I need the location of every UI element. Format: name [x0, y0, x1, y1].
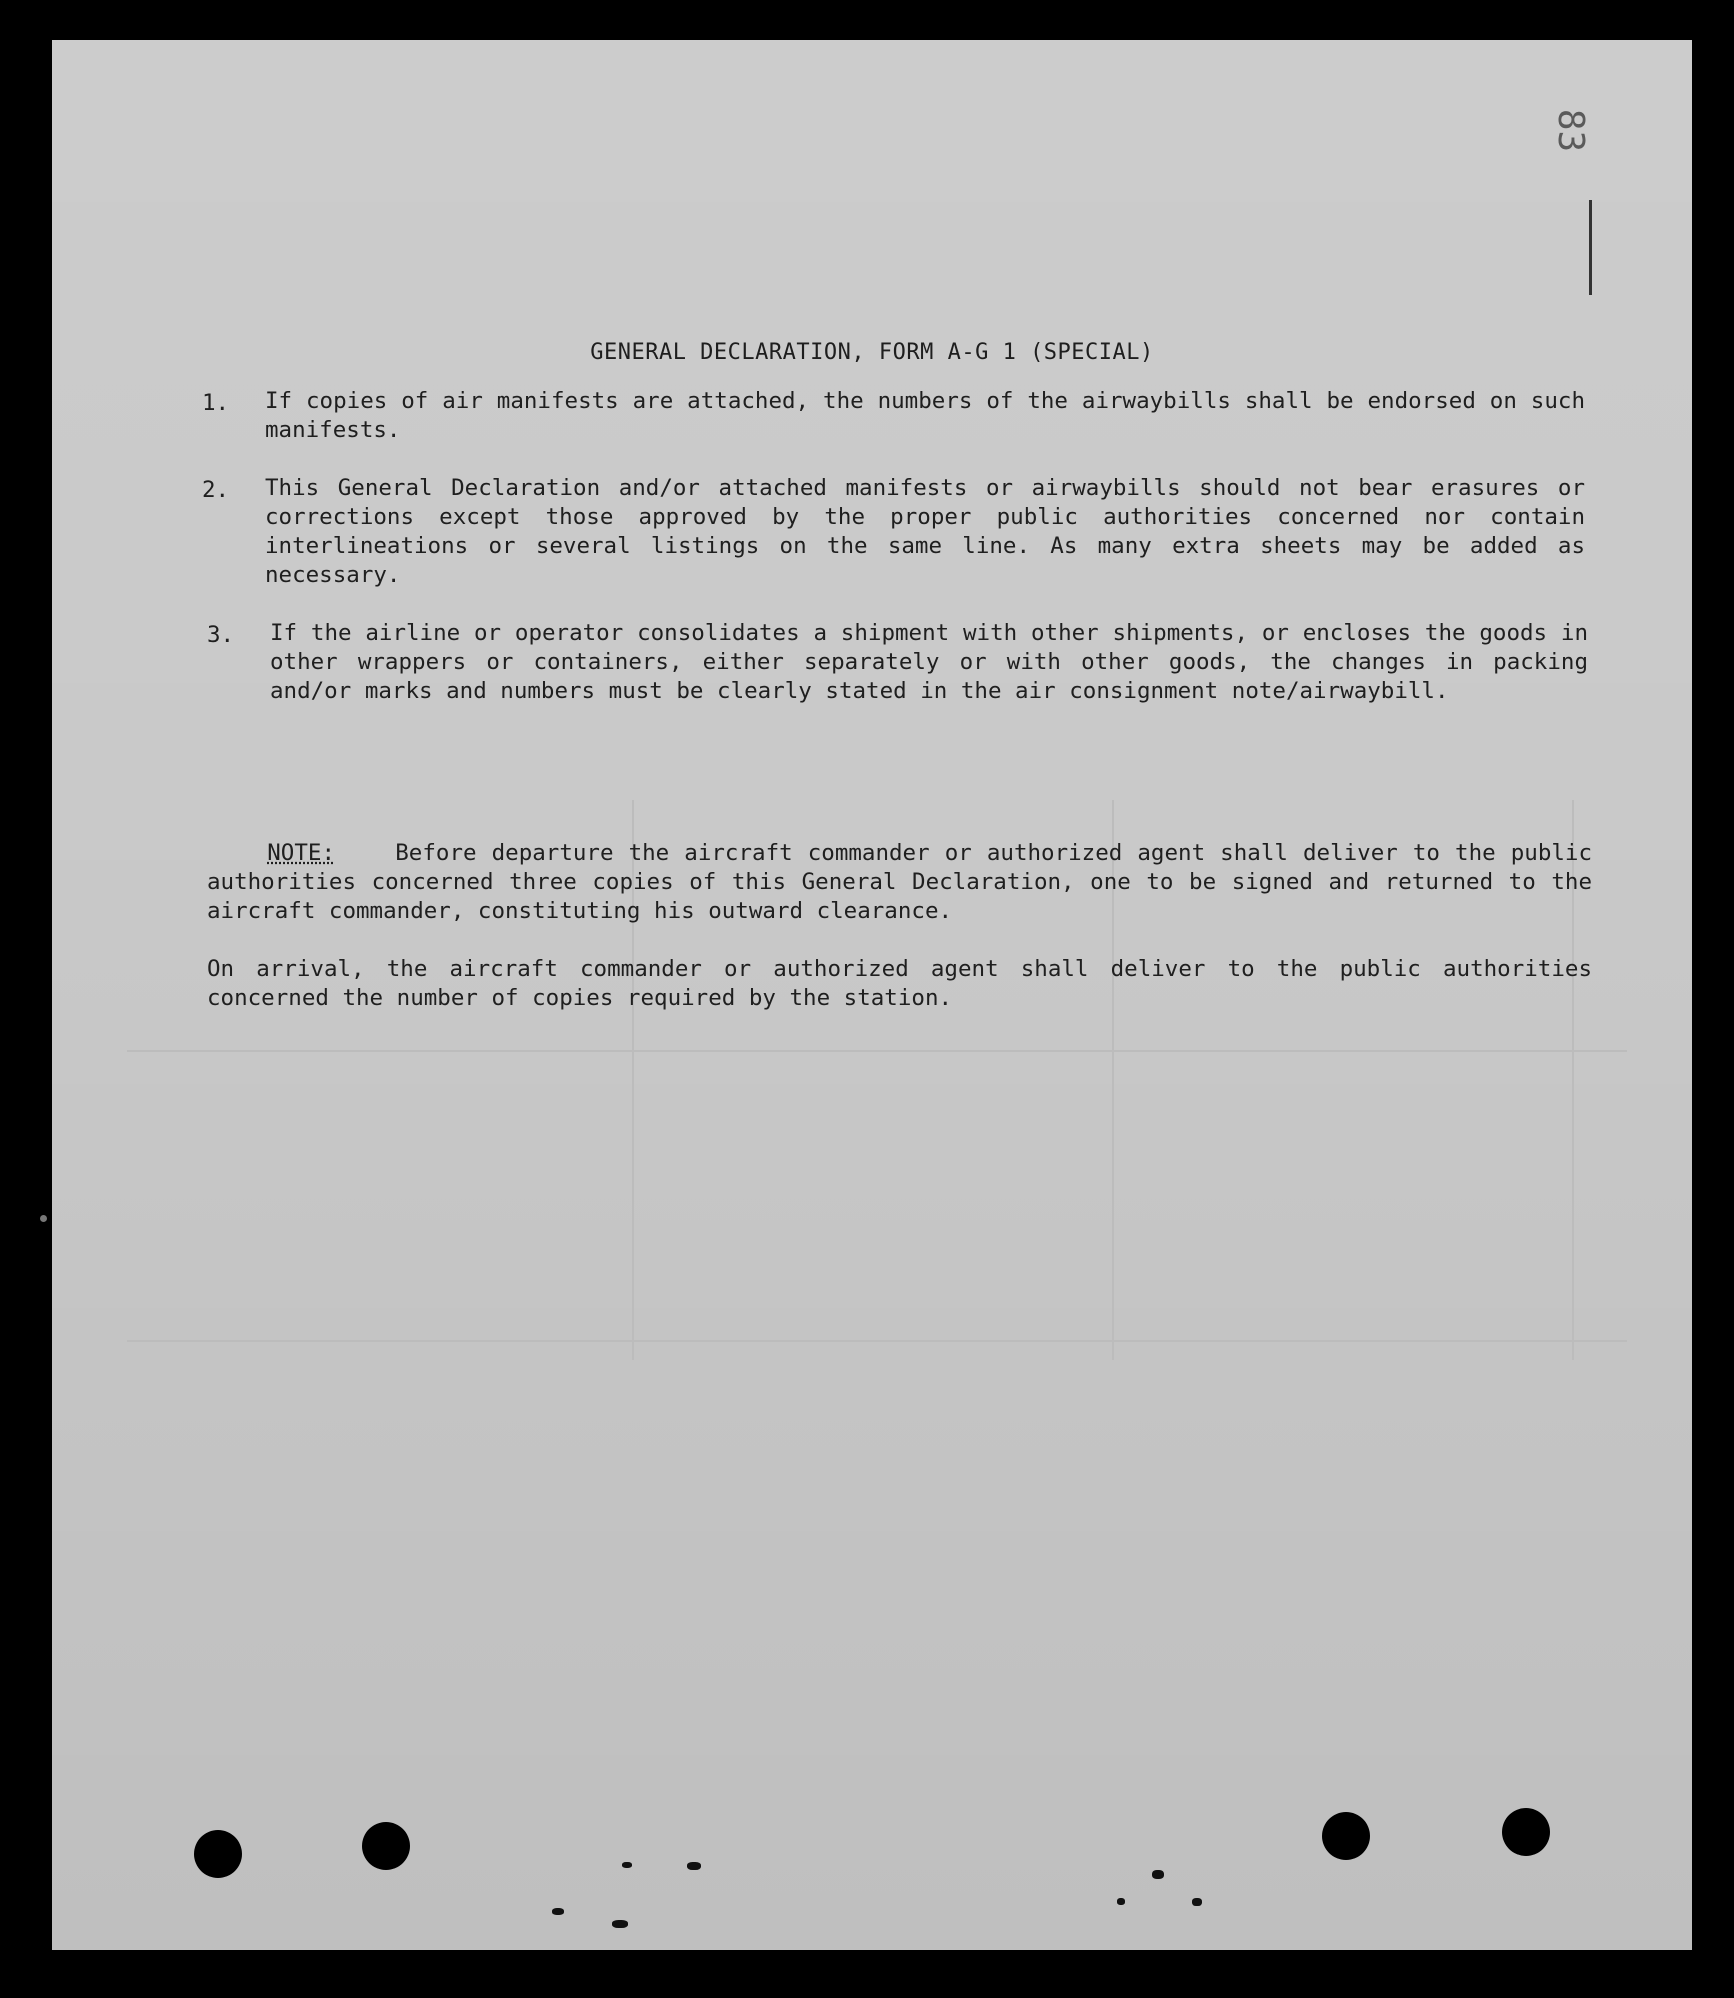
item-text: This General Declaration and/or attached manifests or airwaybills should not bear erasures or corrections except those approved by the proper public authorities concerned nor contain interlineations or several listings on the same line. As many extra sheets may be added as necessary. — [265, 475, 1599, 588]
document-title: GENERAL DECLARATION, FORM A-G 1 (SPECIAL) — [590, 340, 1154, 365]
item-number: 2. — [202, 477, 230, 503]
ink-speck — [687, 1862, 701, 1870]
item-text: If the airline or operator consolidates a shipment with other shipments, or encloses the goods in other wrappers or containers, either separately or with other goods, the changes in packing and/or marks and numbers must be clearly stated in the air consignment note/airwaybill. — [270, 620, 1602, 704]
punch-hole — [362, 1822, 410, 1870]
note-label: NOTE: — [267, 840, 335, 866]
ink-speck — [1117, 1898, 1125, 1905]
ink-speck — [552, 1908, 564, 1915]
item-number: 1. — [202, 390, 230, 416]
item-number: 3. — [207, 622, 235, 648]
punch-hole — [194, 1830, 242, 1878]
punch-hole — [1502, 1808, 1550, 1856]
note-paragraph — [207, 810, 1606, 955]
arrival-paragraph: On arrival, the aircraft commander or authorized agent shall deliver to the public authorities concerned the number of copies required by the station. — [207, 956, 1606, 1011]
document-page — [52, 40, 1692, 1950]
margin-dot — [40, 1215, 47, 1222]
bleed-through-line — [127, 1340, 1627, 1342]
page-number: 83 — [1549, 108, 1591, 153]
bleed-through-line — [127, 1050, 1627, 1052]
ink-speck — [1152, 1870, 1164, 1879]
punch-hole — [1322, 1812, 1370, 1860]
ink-speck — [1192, 1898, 1202, 1906]
margin-mark — [1589, 200, 1592, 295]
ink-speck — [622, 1862, 632, 1868]
item-text: If copies of air manifests are attached, the numbers of the airwaybills shall be endorsed on such manifests. — [265, 388, 1599, 443]
note-text: Before departure the aircraft commander or authorized agent shall deliver to the public authorities concerned three copies of this General Declaration, one to be signed and returned to the aircraft commander, constituting his outward clearance. — [207, 840, 1606, 924]
ink-speck — [612, 1920, 628, 1928]
